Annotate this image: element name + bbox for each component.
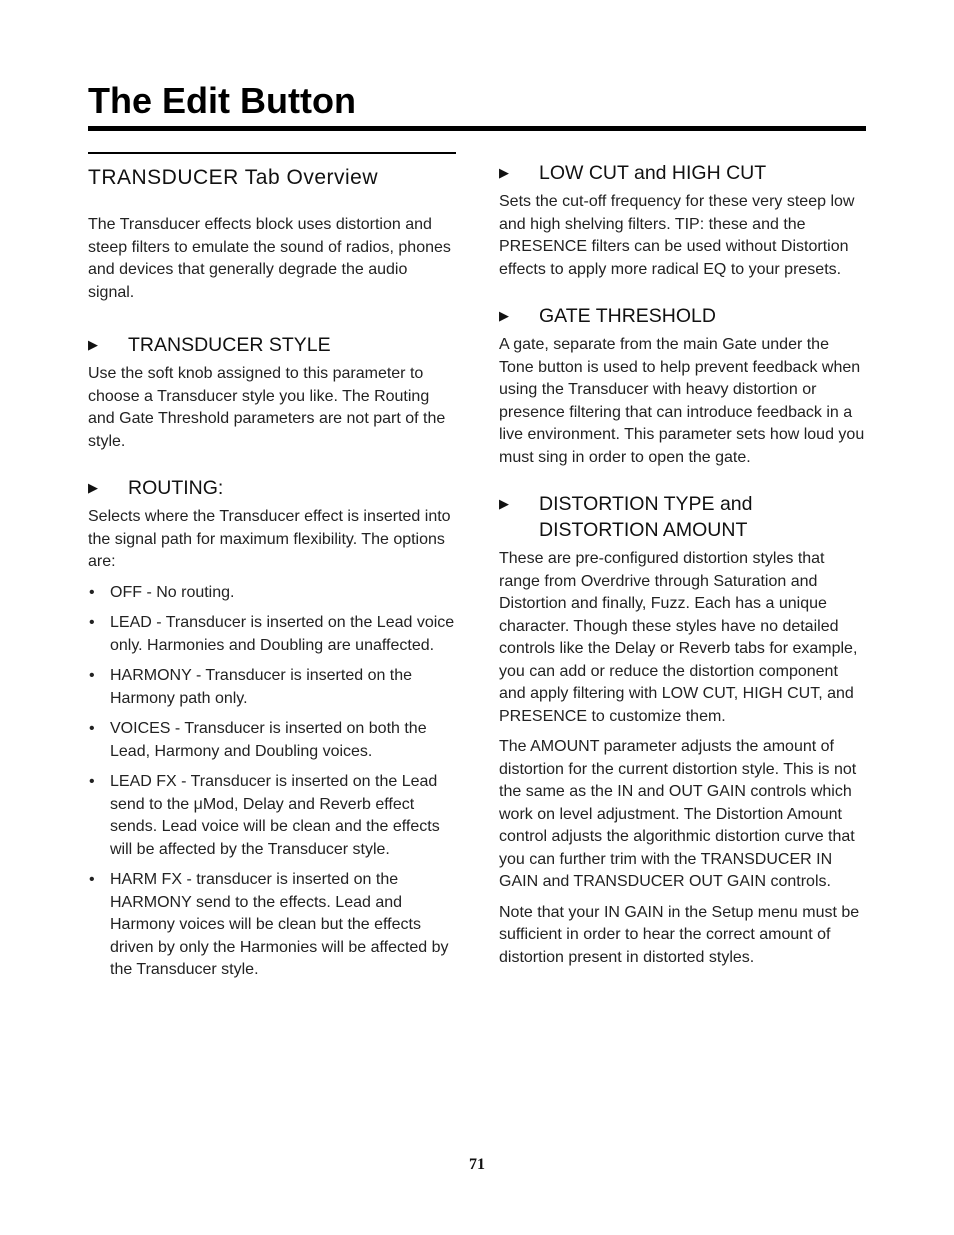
distortion-block: [499, 491, 867, 969]
routing-text: Selects where the Transducer effect is inserted into the signal path for maximum flexibility. The options are:: [88, 508, 451, 570]
list-item: • OFF - No routing.: [88, 582, 456, 605]
list-item: • LEAD - Transducer is inserted on the Lead voice only. Harmonies and Doubling are unaffected.: [88, 612, 456, 657]
cut-block: [499, 160, 867, 281]
distortion-text-2: The AMOUNT parameter adjusts the amount of distortion for the current distortion style. This is not the same as the IN and OUT GAIN controls which work on level adjustment. The Distortion Amount control adjusts the algorithmic distortion curve that you can further trim with the TRANSDUCER IN GAIN and TRANSDUCER OUT GAIN controls.: [499, 738, 857, 890]
gate-block: [499, 303, 867, 469]
heading-text: GATE THRESHOLD: [539, 305, 716, 327]
intro-paragraph: The Transducer effects block uses distortion and steep filters to emulate the sound of radios, phones and devices that generally degrade the audio signal.: [88, 216, 451, 301]
distortion-heading: [499, 491, 867, 543]
routing-heading: [88, 475, 456, 501]
distortion-text-1: These are pre-configured distortion styles that range from Overdrive through Saturation and Distortion and finally, Fuzz. Each has a unique character. Though these styles have no detailed controls like the Delay or Reverb tabs for example, you can add or reduce the distortion component and apply filtering with LOW CUT, HIGH CUT, and PRESENCE to customize them.: [499, 550, 858, 725]
gate-heading: [499, 303, 867, 329]
gate-text: A gate, separate from the main Gate under the Tone button is used to help prevent feedback when using the Transducer with heavy distortion or presence filtering that can introduce feedback in a live environment. This parameter sets how loud you must sing in order to open the gate.: [499, 336, 865, 466]
page-number: 71: [469, 1156, 485, 1173]
list-item: • VOICES - Transducer is inserted on both the Lead, Harmony and Doubling voices.: [88, 718, 456, 763]
section-title: TRANSDUCER Tab Overview: [88, 166, 379, 189]
list-item: • HARM FX - transducer is inserted on the HARMONY send to the effects. Lead and Harmony voices will be clean but the effects driven by only the Harmonies will be affected by the Transducer style.: [88, 869, 456, 982]
cut-text: Sets the cut-off frequency for these very steep low and high shelving filters. TIP: these and the PRESENCE filters can be used without Distortion effects to apply more radical EQ to your presets.: [499, 193, 855, 278]
triangle-right-icon: ▶: [499, 165, 509, 180]
triangle-right-icon: ▶: [88, 480, 98, 495]
section-rule: [88, 152, 456, 154]
page-title: The Edit Button: [88, 80, 356, 121]
transducer-style-text: Use the soft knob assigned to this parameter to choose a Transducer style you like. The Routing and Gate Threshold parameters are not part of the style.: [88, 365, 446, 450]
triangle-right-icon: ▶: [88, 337, 98, 352]
right-column: [499, 160, 867, 991]
routing-options-list: [88, 582, 456, 982]
triangle-right-icon: ▶: [499, 496, 509, 511]
title-rule: [88, 126, 866, 131]
left-column: [88, 152, 456, 1004]
heading-text: LOW CUT and HIGH CUT: [539, 162, 767, 184]
heading-text: ROUTING:: [128, 477, 224, 499]
list-item: • LEAD FX - Transducer is inserted on the Lead send to the μMod, Delay and Reverb effect sends. Lead voice will be clean and the effects will be affected by the Transducer style.: [88, 771, 456, 861]
routing-block: [88, 475, 456, 982]
heading-text: DISTORTION TYPE and DISTORTION AMOUNT: [539, 493, 753, 541]
transducer-style-block: [88, 332, 456, 453]
triangle-right-icon: ▶: [499, 308, 509, 323]
list-item: • HARMONY - Transducer is inserted on the Harmony path only.: [88, 665, 456, 710]
distortion-text-3: Note that your IN GAIN in the Setup menu must be sufficient in order to hear the correct amount of distortion present in distorted styles.: [499, 903, 860, 966]
heading-text: TRANSDUCER STYLE: [128, 334, 331, 356]
transducer-style-heading: [88, 332, 456, 358]
cut-heading: [499, 160, 867, 186]
